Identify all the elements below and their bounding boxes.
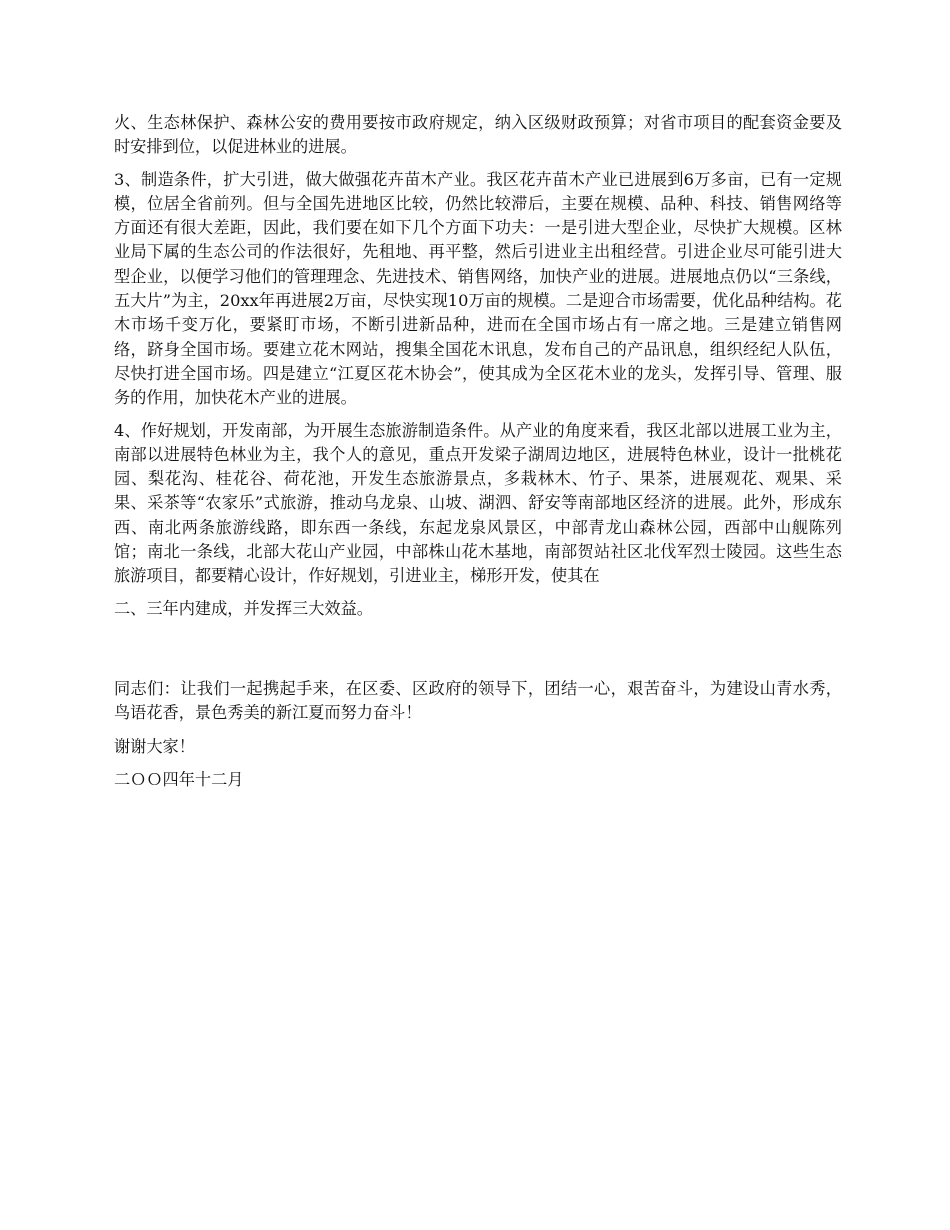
paragraph-flower-industry: 3、制造条件，扩大引进，做大做强花卉苗木产业。我区花卉苗木产业已进展到6万多亩，已有一定规模，位居全省前列。但与全国先进地区比较，仍然比较滞后，主要在规模、品种、科技、销售网络等方面还有很大差距，因此，我们要在如下几个方面下功夫：一是引进大型企业，尽快扩大规模。区林业局下属的生态公司的作法很好，先租地、再平整，然后引进业主出租经营。引进企业尽可能引进大型企业，以便学习他们的管理理念、先进技术、销售网络，加快产业的进展。进展地点仍以“三条线，五大片”为主，20xx年再进展2万亩，尽快实现10万亩的规模。二是迎合市场需要，优化品种结构。花木市场千变万化，要紧盯市场，不断引进新品种，进而在全国市场占有一席之地。三是建立销售网络，跻身全国市场。要建立花木网站，搜集全国花木讯息，发布自己的产品讯息，组织经纪人队伍，尽快打进全国市场。四是建立“江夏区花木协会”，使其成为全区花木业的龙头，发挥引导、管理、服务的作用，加快花木产业的进展。 [114, 169, 842, 408]
paragraph-closing-appeal: 同志们：让我们一起携起手来，在区委、区政府的领导下，团结一心，艰苦奋斗，为建设山青水秀，鸟语花香，景色秀美的新江夏而努力奋斗！ [114, 678, 842, 723]
paragraph-funding: 火、生态林保护、森林公安的费用要按市政府规定，纳入区级财政预算；对省市项目的配套资金要及时安排到位，以促进林业的进展。 [114, 113, 842, 157]
paragraph-three-years: 二、三年内建成，并发挥三大效益。 [114, 598, 373, 618]
paragraph-south-development: 4、作好规划，开发南部，为开展生态旅游制造条件。从产业的角度来看，我区北部以进展工业为主，南部以进展特色林业为主，我个人的意见，重点开发梁子湖周边地区，进展特色林业，设计一批桃花园、梨花沟、桂花谷、荷花池，开发生态旅游景点，多栽林木、竹子、果茶，进展观花、观果、采果、采茶等“农家乐”式旅游，推动乌龙泉、山坡、湖泗、舒安等南部地区经济的进展。此外，形成东西、南北两条旅游线路，即东西一条线，东起龙泉风景区，中部青龙山森林公园，西部中山舰陈列馆；南北一条线，北部大花山产业园，中部株山花木基地，南部贺站社区北伐军烈士陵园。这些生态旅游项目，都要精心设计，作好规划，引进业主，梯形开发，使其在 [114, 420, 842, 586]
paragraph-thanks: 谢谢大家！ [114, 736, 195, 756]
document-date: 二ＯＯ四年十二月 [114, 769, 244, 789]
document-body [114, 111, 842, 801]
